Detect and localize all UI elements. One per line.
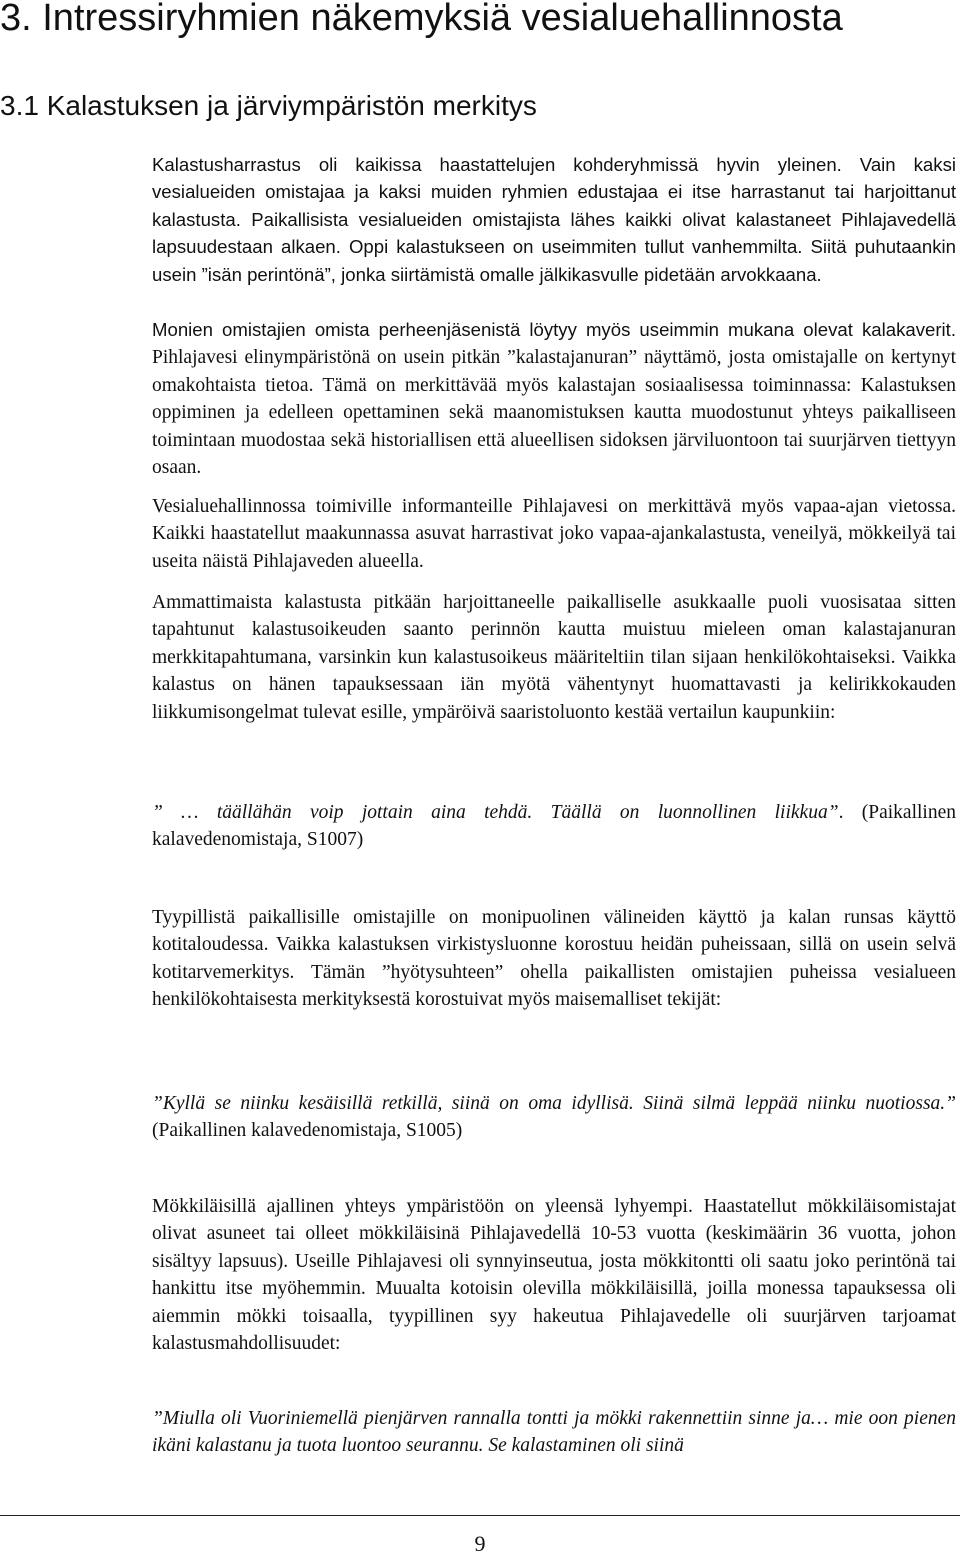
paragraph-professional-fishing: Ammattimaista kalastusta pitkään harjoittaneelle paikalliselle asukkaalle puoli vuosisataa sitten tapahtunut kalastusoikeuden saanto perinnön kautta muistuu mieleen oman kalastajanuran merkkitapahtumana, varsinkin kun kalastusoikeus määriteltiin tilan sijaan henkilökohtaiseksi. Vaikka kalastus on hänen tapauksessaan iän myötä vähentynyt huomattavasti ja kelirikkokauden liikkumisongelmat tulevat esille, ympäröivä saaristoluonto kestää vertailun kaupunkiin: (152, 592, 956, 723)
quote-s1007-source: . (Paikallinen kalavedenomistaja, S1007) (152, 802, 956, 851)
quote-vuoriniemi (152, 1405, 956, 1460)
paragraph-family-fishing-serif: Pihlajavesi elinympäristönä on usein pitkän ”kalastajanuran” näyttämö, josta omistajalle on kertynyt omakohtaista tietoa. Tämä on merkittävää myös kalastajan sosiaalisessa toiminnassa: Kalastuksen oppiminen ja edelleen opettaminen sekä maanomistuksen kautta muodostunut yhteys paikalliseen toimintaan muodostaa sekä historiallisen että alueellisen sidoksen järviluontoon tai suurjärven tiettyyn osaan. (152, 347, 956, 479)
quote-s1005 (152, 1090, 956, 1145)
paragraph-fishing-hobby: Kalastusharrastus oli kaikissa haastattelujen kohderyhmissä hyvin yleinen. Vain kaksi vesialueiden omistajaa ja kaksi muiden ryhmien edustajaa ei itse harrastanut tai harjoittanut kalastusta. Paikallisista vesialueiden omistajista lähes kaikki olivat kalastaneet Pihlajavedellä lapsuudestaan alkaen. Oppi kalastukseen on useimmiten tullut vanhemmilta. Siitä puhutaankin usein ”isän perintönä”, jonka siirtämistä omalle jälkikasvulle pidetään arvokkaana. (152, 154, 956, 285)
paragraph-leisure: Vesialuehallinnossa toimiville informanteille Pihlajavesi on merkittävä myös vapaa-ajan vietossa. Kaikki haastatellut maakunnassa asuvat harrastivat joko vapaa-ajankalastusta, veneilyä, mökkeilyä tai useita näistä Pihlajaveden alueella. (152, 496, 956, 572)
chapter-heading: 3. Intressiryhmien näkemyksiä vesialuehallinnosta (0, 0, 843, 39)
paragraph-family-fishing-sans: Monien omistajien omista perheenjäsenistä löytyy myös useimmin mukana olevat kalakaverit. (152, 319, 956, 340)
paragraph-typical-use: Tyypillistä paikallisille omistajille on monipuolinen välineiden käyttö ja kalan runsas käyttö kotitaloudessa. Vaikka kalastuksen virkistysluonne korostuu heidän puheissaan, sillä on usein selvä kotitarvemerkitys. Tämän ”hyötysuhteen” ohella paikallisten omistajien puheissa vesialueen henkilökohtaisesta merkityksestä korostuivat myös maisemalliset tekijät: (152, 907, 956, 1011)
quote-vuoriniemi-text: ”Miulla oli Vuoriniemellä pienjärven rannalla tontti ja mökki rakennettiin sinne ja… mie oon pienen ikäni kalastanu ja tuota luontoo seurannu. Se kalastaminen oli siinä (152, 1408, 956, 1457)
page-number: 9 (474, 1531, 486, 1556)
paragraph-cottagers: Mökkiläisillä ajallinen yhteys ympäristöön on yleensä lyhyempi. Haastatellut mökkiläisomistajat olivat asuneet tai olleet mökkiläisinä Pihlajavedellä 10-53 vuotta (keskimäärin 36 vuotta, johon sisältyy lapsuus). Useille Pihlajavesi oli synnyinseutua, josta mökkitontti oli saatu joko perintönä tai hankittu itse myöhemmin. Muualta kotoisin olevilla mökkiläisillä, joilla monessa tapauksessa oli aiemmin mökki toisaalla, tyypillinen syy hakeutua Pihlajavedelle oli suurjärven tarjoamat kalastusmahdollisuudet: (152, 1196, 956, 1355)
quote-s1007 (152, 799, 956, 854)
paragraph-family-fishing (152, 316, 956, 481)
quote-s1005-source: (Paikallinen kalavedenomistaja, S1005) (152, 1120, 463, 1142)
quote-s1007-text: ” … täällähän voip jottain aina tehdä. Täällä on luonnollinen liikkua” (152, 802, 839, 823)
footer-divider (0, 1515, 960, 1516)
quote-s1005-text: ”Kyllä se niinku kesäisillä retkillä, siinä on oma idyllisä. Siinä silmä leppää niinku nuotiossa.” (152, 1093, 956, 1114)
section-heading: 3.1 Kalastuksen ja järviympäristön merkitys (0, 90, 537, 121)
